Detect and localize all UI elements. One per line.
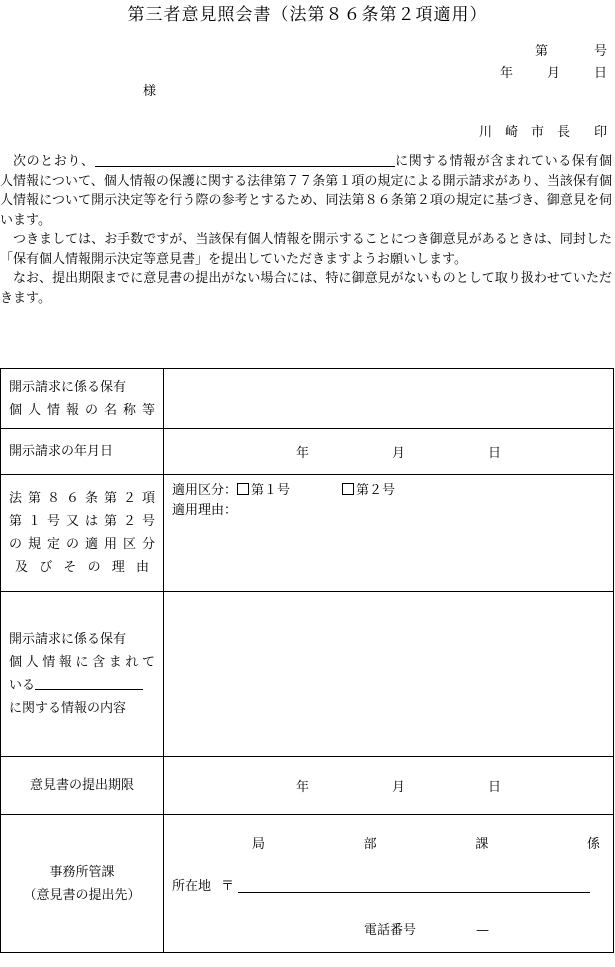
label-line: 及びその理由 — [15, 560, 149, 575]
label-personal-info-name — [1, 369, 164, 429]
label-office — [1, 815, 164, 953]
blank-line — [35, 677, 143, 690]
month-label: 月 — [546, 66, 560, 81]
document-title: 第三者意見照会書（法第８６条第２項適用） — [127, 5, 488, 25]
day-label: 日 — [488, 446, 502, 461]
label-applicable-category — [1, 475, 164, 592]
phone-dash: — — [476, 923, 490, 938]
paragraph-2: つきましては、お手数ですが、当該保有個人情報を開示することにつき御意見があるときは、同封した「保有個人情報開示決定等意見書」を提出していただきますようお願いします。 — [0, 232, 612, 267]
month-label: 月 — [392, 780, 406, 795]
paragraph-1 — [0, 152, 612, 230]
subject-blank-line — [95, 152, 395, 167]
phone-line — [364, 919, 489, 938]
label-line: 意見書の提出期限 — [29, 778, 134, 793]
label-submission-deadline — [1, 757, 164, 815]
label-line: 個人情報に含まれて — [9, 655, 155, 670]
day-label: 日 — [593, 66, 607, 81]
address-label: 所在地 — [172, 879, 212, 894]
issue-date — [500, 62, 607, 81]
value-submission-deadline — [164, 757, 614, 815]
table-row — [1, 429, 614, 475]
label-line: 開示請求の年月日 — [9, 444, 114, 459]
phone-label: 電話番号 — [364, 923, 417, 938]
year-label: 年 — [499, 66, 513, 81]
table-row — [1, 475, 614, 592]
checkbox-option-1[interactable] — [237, 483, 249, 495]
label-line: 開示請求に係る保有 — [9, 379, 127, 395]
document-number — [535, 40, 607, 59]
label-line: 法第８６条第２項 — [9, 491, 155, 506]
label-info-content — [1, 592, 164, 757]
issuer-name: 川 崎 市 長 — [478, 125, 570, 140]
label-line: （意見書の提出先） — [23, 887, 141, 903]
checkbox-option-2[interactable] — [342, 483, 354, 495]
year-label: 年 — [296, 446, 310, 461]
value-request-date — [164, 429, 614, 475]
number-suffix: 号 — [593, 44, 607, 59]
address-line — [172, 875, 590, 894]
category-label: 適用区分： — [172, 483, 238, 498]
office-units — [252, 833, 600, 852]
paragraph-1-start: 次のとおり、 — [13, 154, 95, 169]
label-request-date — [1, 429, 164, 475]
table-row — [1, 592, 614, 757]
label-line: の規定の適用区分 — [9, 537, 155, 552]
inquiry-table — [0, 368, 614, 953]
body-text — [0, 152, 612, 308]
postal-mark-icon: 〒 — [221, 879, 235, 894]
table-row — [1, 815, 614, 953]
value-personal-info-name — [164, 369, 614, 429]
table-row — [1, 757, 614, 815]
unit-label: 係 — [586, 837, 600, 852]
label-line: 事務所管課 — [49, 864, 115, 880]
paragraph-1-rest: に関する情報が含まれている保有個人情報について、個人情報の保護に関する法律第７７条第１項の規定による開示請求があり、当該保有個人情報について開示決定等を行う際の参考とするため、同法第８６条第２項の規定に基づき、御意見を伺います。 — [0, 154, 612, 228]
department-label: 部 — [363, 837, 377, 852]
paragraph-3: なお、提出期限までに意見書の提出がない場合には、特に御意見がないものとして取り扱わせていただきます。 — [0, 271, 612, 306]
year-label: 年 — [296, 780, 310, 795]
option-2-label: 第２号 — [356, 483, 396, 498]
number-prefix: 第 — [534, 44, 548, 59]
label-line: に関する情報の内容 — [9, 701, 127, 716]
address-blank-line — [238, 878, 590, 893]
recipient-honorific: 様 — [143, 84, 157, 99]
label-line: 個人情報の名称等 — [9, 402, 155, 418]
month-label: 月 — [392, 446, 406, 461]
value-info-content — [164, 592, 614, 757]
issuer — [479, 121, 607, 140]
category-line — [172, 481, 613, 501]
bureau-label: 局 — [252, 837, 266, 852]
reason-label: 適用理由： — [172, 503, 238, 518]
label-text: いる — [9, 678, 36, 693]
label-line: 開示請求に係る保有 — [9, 632, 127, 647]
seal-mark: 印 — [593, 125, 607, 140]
day-label: 日 — [488, 780, 502, 795]
label-line: 第１号又は第２号 — [9, 514, 155, 529]
value-office — [164, 815, 614, 953]
option-1-label: 第１号 — [251, 483, 291, 498]
label-line — [1, 674, 163, 697]
value-applicable-category — [164, 475, 614, 592]
table-row — [1, 369, 614, 429]
section-label: 課 — [475, 837, 489, 852]
